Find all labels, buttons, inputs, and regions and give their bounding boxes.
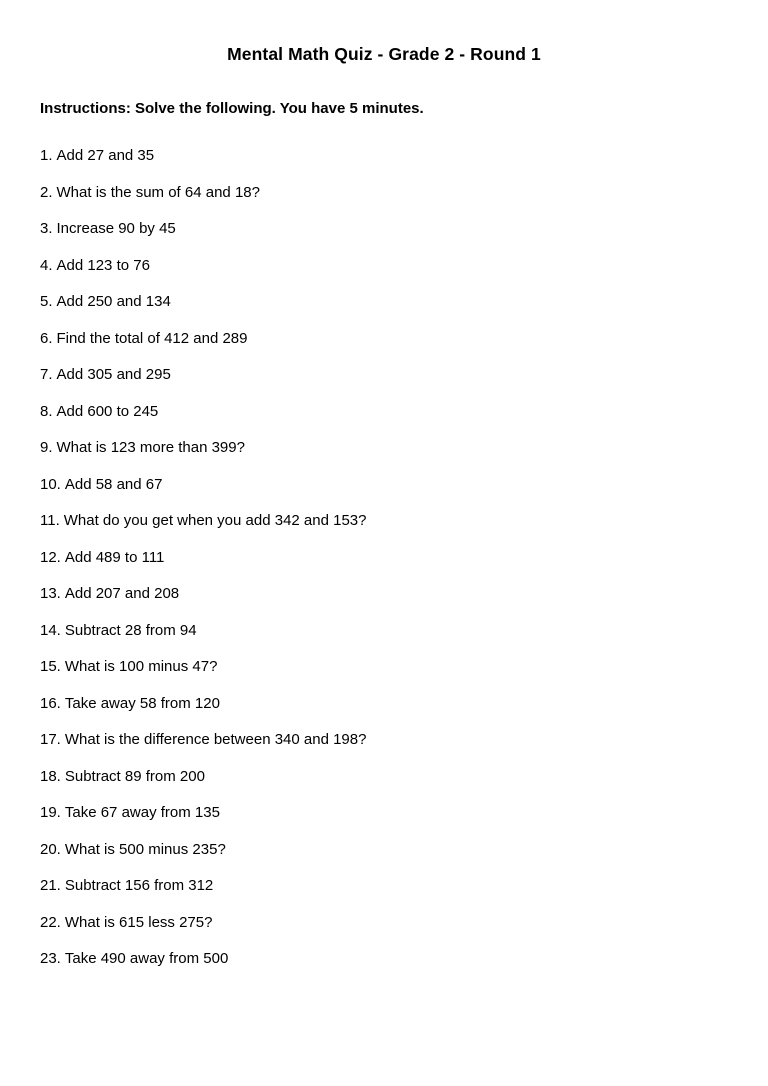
question-text: Add 250 and 134 (56, 293, 171, 310)
instructions-text: Instructions: Solve the following. You have 5 minutes. (40, 100, 424, 117)
question-number: 4. (40, 256, 53, 274)
question-number: 6. (40, 329, 53, 347)
question-text: Take away 58 from 120 (64, 694, 220, 712)
question-number: 7. (40, 366, 53, 383)
question-item (40, 440, 728, 455)
question-item (40, 185, 728, 200)
question-number: 13. (40, 585, 61, 602)
question-text: Add 600 to 245 (56, 402, 159, 420)
question-text: What is 500 minus 235? (64, 840, 226, 858)
question-text: Increase 90 by 45 (56, 220, 176, 237)
question-item (40, 477, 728, 492)
question-text: What is the difference between 340 and 198? (64, 731, 367, 748)
question-text: What is the sum of 64 and 18? (56, 183, 260, 201)
question-text: What is 615 less 275? (64, 913, 213, 931)
question-item (40, 513, 728, 528)
question-item (40, 258, 728, 273)
question-number: 8. (40, 402, 53, 420)
question-text: Add 58 and 67 (64, 475, 163, 493)
question-text: Subtract 28 from 94 (64, 621, 197, 639)
question-item (40, 586, 728, 601)
question-number: 5. (40, 293, 53, 310)
question-item (40, 148, 728, 163)
question-item (40, 805, 728, 820)
question-item (40, 331, 728, 346)
question-item (40, 221, 728, 236)
question-number: 19. (40, 804, 61, 821)
question-number: 23. (40, 950, 61, 967)
question-item (40, 915, 728, 930)
question-number: 20. (40, 840, 61, 858)
question-item (40, 367, 728, 382)
question-list (40, 148, 728, 966)
question-item (40, 294, 728, 309)
question-item (40, 659, 728, 674)
question-number: 2. (40, 183, 53, 201)
question-text: Take 67 away from 135 (64, 804, 220, 821)
question-number: 3. (40, 220, 53, 237)
question-text: Subtract 156 from 312 (64, 877, 214, 894)
question-item (40, 696, 728, 711)
question-text: Add 207 and 208 (64, 585, 180, 602)
question-number: 16. (40, 694, 61, 712)
question-text: What do you get when you add 342 and 153? (63, 512, 367, 529)
question-text: Add 489 to 111 (64, 548, 165, 566)
question-number: 1. (40, 147, 53, 164)
question-number: 12. (40, 548, 61, 566)
question-number: 21. (40, 877, 61, 894)
question-item (40, 769, 728, 784)
question-number: 18. (40, 767, 61, 785)
question-number: 17. (40, 731, 61, 748)
question-item (40, 842, 728, 857)
question-item (40, 404, 728, 419)
question-number: 10. (40, 475, 61, 493)
question-number: 15. (40, 658, 61, 675)
question-item (40, 878, 728, 893)
question-text: What is 123 more than 399? (56, 439, 245, 456)
question-text: Add 123 to 76 (56, 256, 150, 274)
question-text: Add 27 and 35 (56, 147, 155, 164)
question-text: What is 100 minus 47? (64, 658, 218, 675)
question-item (40, 951, 728, 966)
page-title: Mental Math Quiz - Grade 2 - Round 1 (227, 44, 541, 64)
question-text: Add 305 and 295 (56, 366, 171, 383)
question-number: 14. (40, 621, 61, 639)
question-item (40, 550, 728, 565)
question-number: 11. (40, 512, 60, 529)
question-text: Find the total of 412 and 289 (56, 329, 248, 347)
question-number: 9. (40, 439, 53, 456)
question-text: Subtract 89 from 200 (64, 767, 205, 785)
question-number: 22. (40, 913, 61, 931)
question-item (40, 623, 728, 638)
question-item (40, 732, 728, 747)
question-text: Take 490 away from 500 (64, 950, 229, 967)
